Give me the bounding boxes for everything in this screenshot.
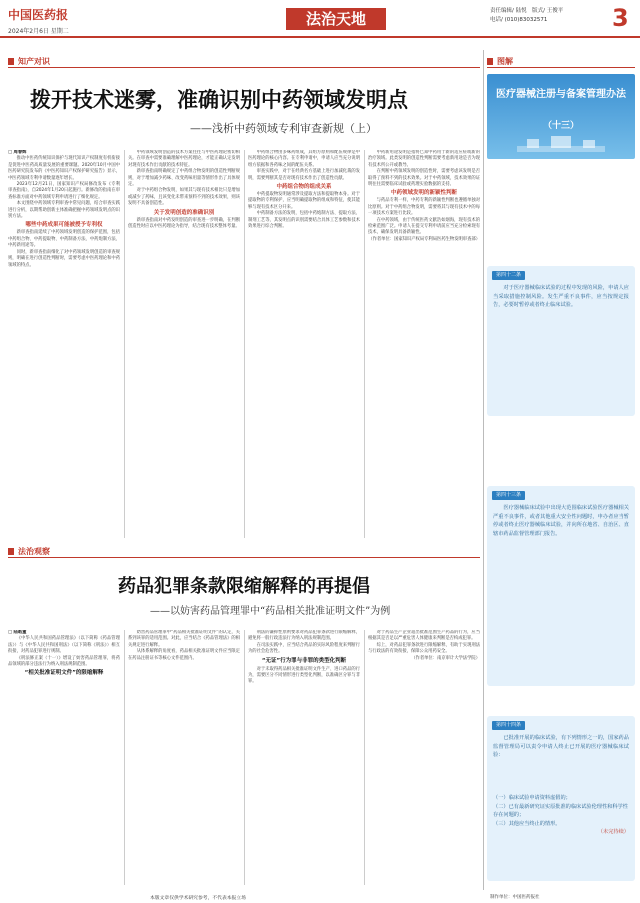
paragraph: 《刑法修正案（十一）》增设了妨害药品管理罪，将药品领域的部分违法行为纳入刑法规制范围。 bbox=[8, 655, 120, 668]
to-be-continued: （未完待续） bbox=[597, 829, 629, 836]
footer-disclaimer: 本版文章仅供学术研究参考，不代表本报立场 bbox=[150, 896, 246, 901]
paragraph: 对于药品生产企业超出批准范围生产药品的行为，应当根据其是否足以严重危害人体健康来判断是否构成犯罪。 bbox=[368, 630, 480, 642]
column-divider bbox=[364, 630, 365, 885]
column-divider bbox=[244, 150, 245, 538]
paragraph: 对于中药组合物发明，如果其与现有技术相比只是增加或减少了药味，且该变化未带来预料不到的技术效果，则该发明不具备创造性。 bbox=[128, 188, 240, 207]
article-items bbox=[493, 794, 629, 837]
article1-subhead: ——浅析中药领域专利审查新规（上） bbox=[190, 122, 377, 135]
paragraph: 推动中医药传统知识保护与现代知识产权制度有机衔接是促进中医药高质量发展的重要课题。2020年10月中国中医药研究院发布的《中医药知识产权保护研究报告》显示，中医药领域专利申请数量逐年增长。 bbox=[8, 156, 120, 181]
article1-column-3 bbox=[248, 150, 360, 538]
article2-headline: 药品犯罪条款限缩解释的再提倡 bbox=[118, 576, 370, 597]
paragraph: 同时，新审查指南细化了对中药领域发明创造的审查规则，明确在进行创造性判断时，需要考虑中医药理论和中药领域的特点。 bbox=[8, 249, 120, 268]
column-divider bbox=[124, 630, 125, 885]
paragraph: 新审查指南延续了中药领域发明创造的保护范围，包括中药组合物、中药提取物、中药制备方法、中药炮制方法、中药新用途等。 bbox=[8, 230, 120, 249]
issue-date: 2024年2月6日 星期二 bbox=[8, 28, 69, 35]
article-text: 医疗器械临床试验中出现大范围临床试验医疗器械相关严重不良事件，或者其他重大安全性问题时，申办者应当暂停或者终止医疗器械临床试验，并向所在地省、自治区、直辖市药品监督管理部门报告。 bbox=[493, 505, 629, 537]
paragraph: 妨害药品管理罪中“药品相关批准证明文件”的认定，关系到该罪的适用范围。对此，应当结合《药品管理法》的相关规定进行解释。 bbox=[128, 630, 240, 648]
paragraph: 刑法的谦抑性原则要求对药品犯罪条款进行限缩解释，避免将一般行政违法行为纳入刑法规制范围。 bbox=[248, 630, 360, 642]
editor-line: 责任编辑/ 陆悦 版式/ 王俊平 bbox=[490, 8, 564, 14]
paragraph: 新审查指南对中药发明创造的审查进一步明确，在判断创造性时应以中医药理论为指导，结合现有技术整体考量。 bbox=[128, 217, 240, 230]
article2-column-4 bbox=[368, 630, 480, 885]
paragraph: 中药新用途发明是指将已知中药用于新的适应症或新的治疗领域。此类发明的创造性判断需要考虑新用途是否为现有技术所公开或教导。 bbox=[368, 150, 480, 168]
paragraph: 在司法实践中，应当结合药品的实际风险程度来判断行为的社会危害性。 bbox=[248, 642, 360, 655]
article1-subheading-4: 中药领域发明的新颖性判断 bbox=[390, 190, 457, 197]
section-label-law: 法治观察 bbox=[8, 546, 480, 558]
article1-author-affiliation: （作者单位：国家知识产权局专利局医药生物发明审查部） bbox=[368, 236, 480, 242]
article1-column-4 bbox=[368, 150, 480, 538]
article2-author-affiliation: （作者单位：南京审计大学法学院） bbox=[411, 655, 480, 661]
article-text: 已批准开展的临床试验，有下列情形之一的，国家药品监督管理局可以责令申请人终止已开展的医疗器械临床试验： bbox=[493, 735, 629, 759]
article1-subheading-2: 关于发明创造的准确识别 bbox=[153, 209, 215, 216]
article1-column-1 bbox=[8, 150, 120, 538]
article2-subheading-2: “无证”行为罪与非罪的类型化判断 bbox=[261, 657, 347, 664]
paragraph: 与药品专利一样，中药专利的新颖性判断也遵循单独对比原则。对于中药组合物发明，需要将其与现有技术中的每一项技术方案进行比较。 bbox=[368, 198, 480, 217]
paragraph: 中药制备方法的发明，包括中药炮制方法、提取方法、制剂工艺等，其发明点的识别需要结合具体工艺参数和技术效果进行综合判断。 bbox=[248, 211, 360, 230]
list-item: （二）已有最新研究证实原批准的临床试验伦理性和科学性存在问题的； bbox=[493, 803, 628, 819]
phone-line: 电话/ (010)83032571 bbox=[490, 17, 548, 23]
article2-column-3 bbox=[248, 630, 360, 885]
newspaper-logo: 中国医药报 bbox=[8, 8, 69, 22]
section-label-ip: 知产对识 bbox=[8, 56, 480, 68]
page-section-title: 法治天地 bbox=[286, 8, 386, 30]
paragraph: 《中华人民共和国药品管理法》（以下简称《药品管理法》）与《中华人民共和国刑法》（以下简称《刑法》）相互衔接，对药品犯罪进行规制。 bbox=[8, 636, 120, 655]
article2-column-1 bbox=[8, 630, 120, 885]
paragraph: 新审查指南明确规定了中药组合物发明的创造性判断规则，对于增加减少药味、改变药味用量等情形作出了具体规定。 bbox=[128, 169, 240, 188]
paragraph: 中药领域发明创造的技术方案往往与中医药理论密切相关。在审查中需要准确理解中医药理论，才能正确认定发明对现有技术作出贡献的技术特征。 bbox=[128, 150, 240, 168]
column-divider bbox=[124, 150, 125, 538]
sidebar-banner bbox=[487, 74, 635, 159]
banner-decoration-icon bbox=[517, 136, 605, 152]
sidebar-label: 图解 bbox=[487, 56, 635, 68]
paragraph: 在判断中药领域发明的创造性时，需要考虑该发明是否取得了预料不到的技术效果。对于中药领域，技术效果的证明往往需要临床试验或药理实验数据的支持。 bbox=[368, 169, 480, 188]
article2-column-2 bbox=[128, 630, 240, 885]
article1-headline: 拨开技术迷雾，准确识别中药领域发明点 bbox=[30, 87, 408, 112]
paragraph: 审查实践中，对于在经典名方基础上进行加减化裁的发明，需要判断其是否对现有技术作出了创造性贡献。 bbox=[248, 169, 360, 181]
paragraph: 对于未取得药品相关批准证明文件生产、进口药品的行为，需要区分不同情形进行类型化判断，以准确区分罪与非罪。 bbox=[248, 666, 360, 685]
paragraph: 综上，对药品犯罪条款进行限缩解释，有助于实现刑法与行政法的有效衔接，保障公众用药安全。 bbox=[368, 642, 480, 655]
paragraph: 在中药领域，由于传统医药文献浩如烟海，现有技术的检索范围广泛。申请人在提交专利申请前应当充分检索现有技术，确保发明具备新颖性。 bbox=[368, 217, 480, 236]
article-tag: 第四十二条 bbox=[492, 271, 525, 280]
article1-subheading-1: 哪些中药成果可能被授予专利权 bbox=[25, 222, 103, 229]
article-panel-44 bbox=[487, 716, 635, 881]
article2-subhead: ——以妨害药品管理罪中“药品相关批准证明文件”为例 bbox=[150, 606, 391, 617]
footer-producer: 制作单位：中国医药报社 bbox=[490, 895, 540, 900]
paragraph: 本文围绕中药领域专利审查中常见问题，结合审查实践进行分析，以期帮助创新主体准确把握中药领域发明点的识别方法。 bbox=[8, 201, 120, 220]
paragraph: 中药组合物由多味药组成，其组方原则和配伍规律是中医药理论的核心内容。在专利申请中，申请人应当充分说明组方依据和各药味之间的配伍关系。 bbox=[248, 150, 360, 168]
page-footer bbox=[0, 894, 640, 903]
article-tag: 第四十三条 bbox=[492, 491, 525, 500]
article-tag: 第四十四条 bbox=[492, 721, 525, 730]
banner-title: 医疗器械注册与备案管理办法 bbox=[496, 89, 626, 100]
article1-byline: □ 周春辉 bbox=[8, 150, 27, 155]
paragraph: 从体系解释的角度看，药品相关批准证明文件应当限定在药品注册证书等核心文件范围内。 bbox=[128, 649, 240, 661]
masthead bbox=[0, 0, 640, 38]
column-divider bbox=[244, 630, 245, 885]
article-text: 对于医疗器械临床试验的过程中发现的风险，申请人应当采取措施控制风险。发生严重不良事件，应当按规定报告，必要时暂停或者终止临床试验。 bbox=[493, 285, 629, 309]
paragraph: 中药提取物发明通常涉及提取方法和提取物本身。对于提取物的专利保护，应当明确提取物的组成和特征，使其能够与现有技术区分开来。 bbox=[248, 192, 360, 210]
article1-column-2 bbox=[128, 150, 240, 538]
article-panel-43 bbox=[487, 486, 635, 686]
article1-subheading-3: 中药组合物的组成关系 bbox=[276, 184, 332, 191]
article2-subheading-1: “相关批准证明文件”的限缩解释 bbox=[24, 670, 104, 677]
illustrated-sidebar bbox=[487, 56, 635, 891]
editor-info bbox=[490, 7, 563, 25]
list-item: （一）临床试验申请资料虚假的； bbox=[493, 795, 571, 801]
paragraph: 2023年12月21日，国家知识产权局修改发布《专利审查指南》，自2024年1月20日起施行。新修改的指南在审查标准方面对中药领域专利申请进行了细化规定。 bbox=[8, 182, 120, 200]
article-panel-42 bbox=[487, 266, 635, 416]
sidebar-divider bbox=[483, 50, 484, 890]
page-number: 3 bbox=[612, 4, 629, 32]
column-divider bbox=[364, 150, 365, 538]
banner-number: （十三） bbox=[542, 121, 579, 131]
list-item: （三）其他应当终止的情形。 bbox=[493, 820, 561, 827]
article2-byline: □ 陆皓董 bbox=[8, 630, 27, 635]
